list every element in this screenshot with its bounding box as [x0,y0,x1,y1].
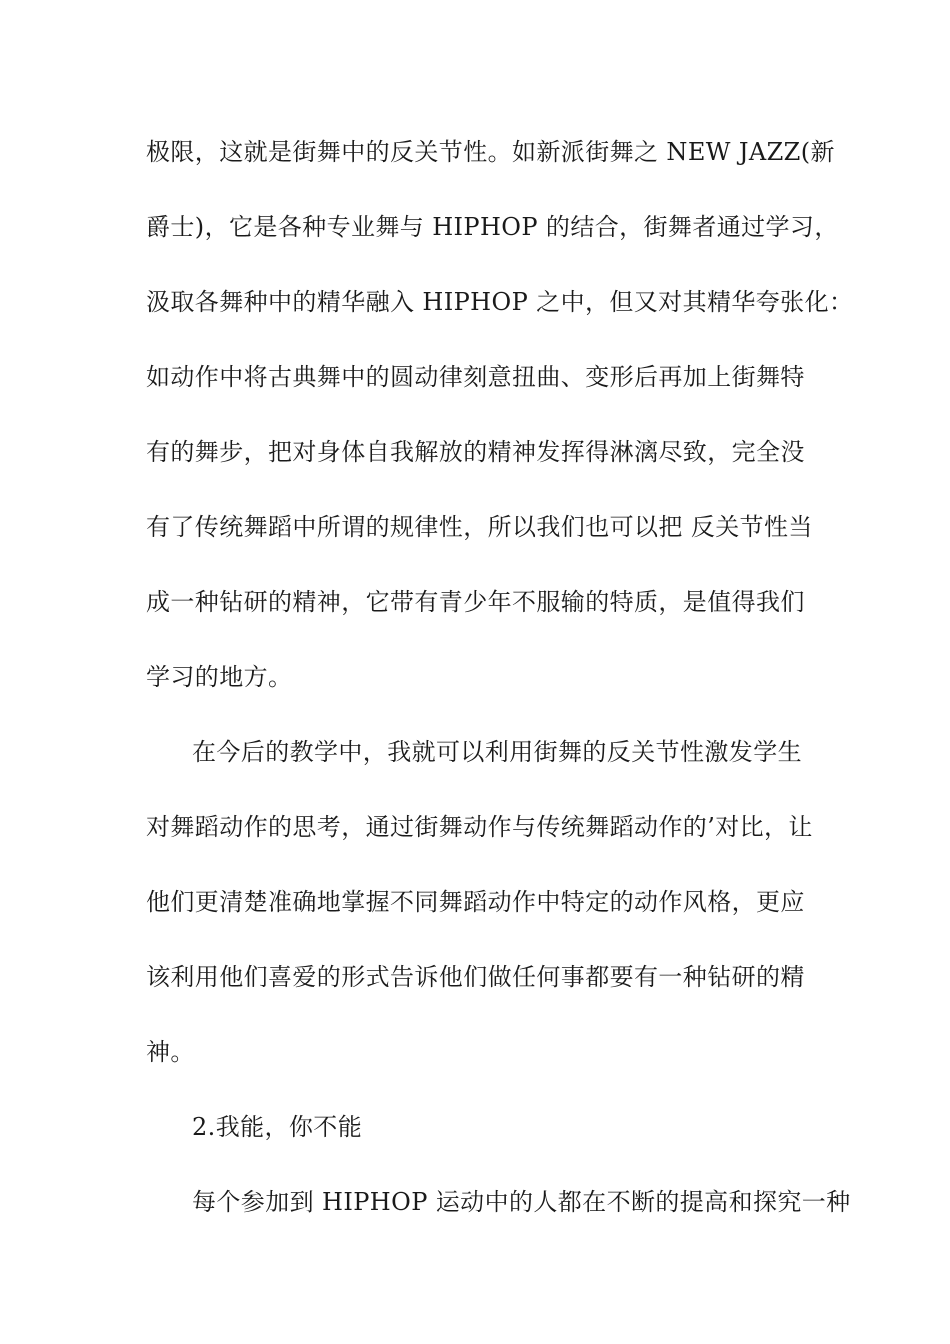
text-line: 在今后的教学中，我就可以利用街舞的反关节性激发学生 [192,738,802,766]
text-line: 有了传统舞蹈中所谓的规律性，所以我们也可以把 反关节性当 [146,513,813,541]
text-line: 汲取各舞种中的精华融入 HIPHOP 之中，但又对其精华夸张化： [146,288,854,316]
text-line: 该利用他们喜爱的形式告诉他们做任何事都要有一种钻研的精 [146,963,805,991]
text-line: 有的舞步，把对身体自我解放的精神发挥得淋漓尽致，完全没 [146,438,805,466]
text-line: 成一种钻研的精神，它带有青少年不服输的特质，是值得我们 [146,588,805,616]
heading-line: 2.我能，你不能 [192,1113,363,1141]
text-line: 每个参加到 HIPHOP 运动中的人都在不断的提高和探究一种 [192,1188,851,1216]
text-line: 如动作中将古典舞中的圆动律刻意扭曲、变形后再加上街舞特 [146,363,805,391]
text-line: 学习的地方。 [146,663,293,691]
text-line: 极限，这就是街舞中的反关节性。如新派街舞之 NEW JAZZ(新 [146,138,835,166]
text-line: 他们更清楚准确地掌握不同舞蹈动作中特定的动作风格，更应 [146,888,805,916]
text-line: 爵士)，它是各种专业舞与 HIPHOP 的结合，街舞者通过学习， [146,213,839,241]
text-line: 神。 [146,1038,195,1066]
text-line: 对舞蹈动作的思考，通过街舞动作与传统舞蹈动作的’对比，让 [146,813,813,841]
